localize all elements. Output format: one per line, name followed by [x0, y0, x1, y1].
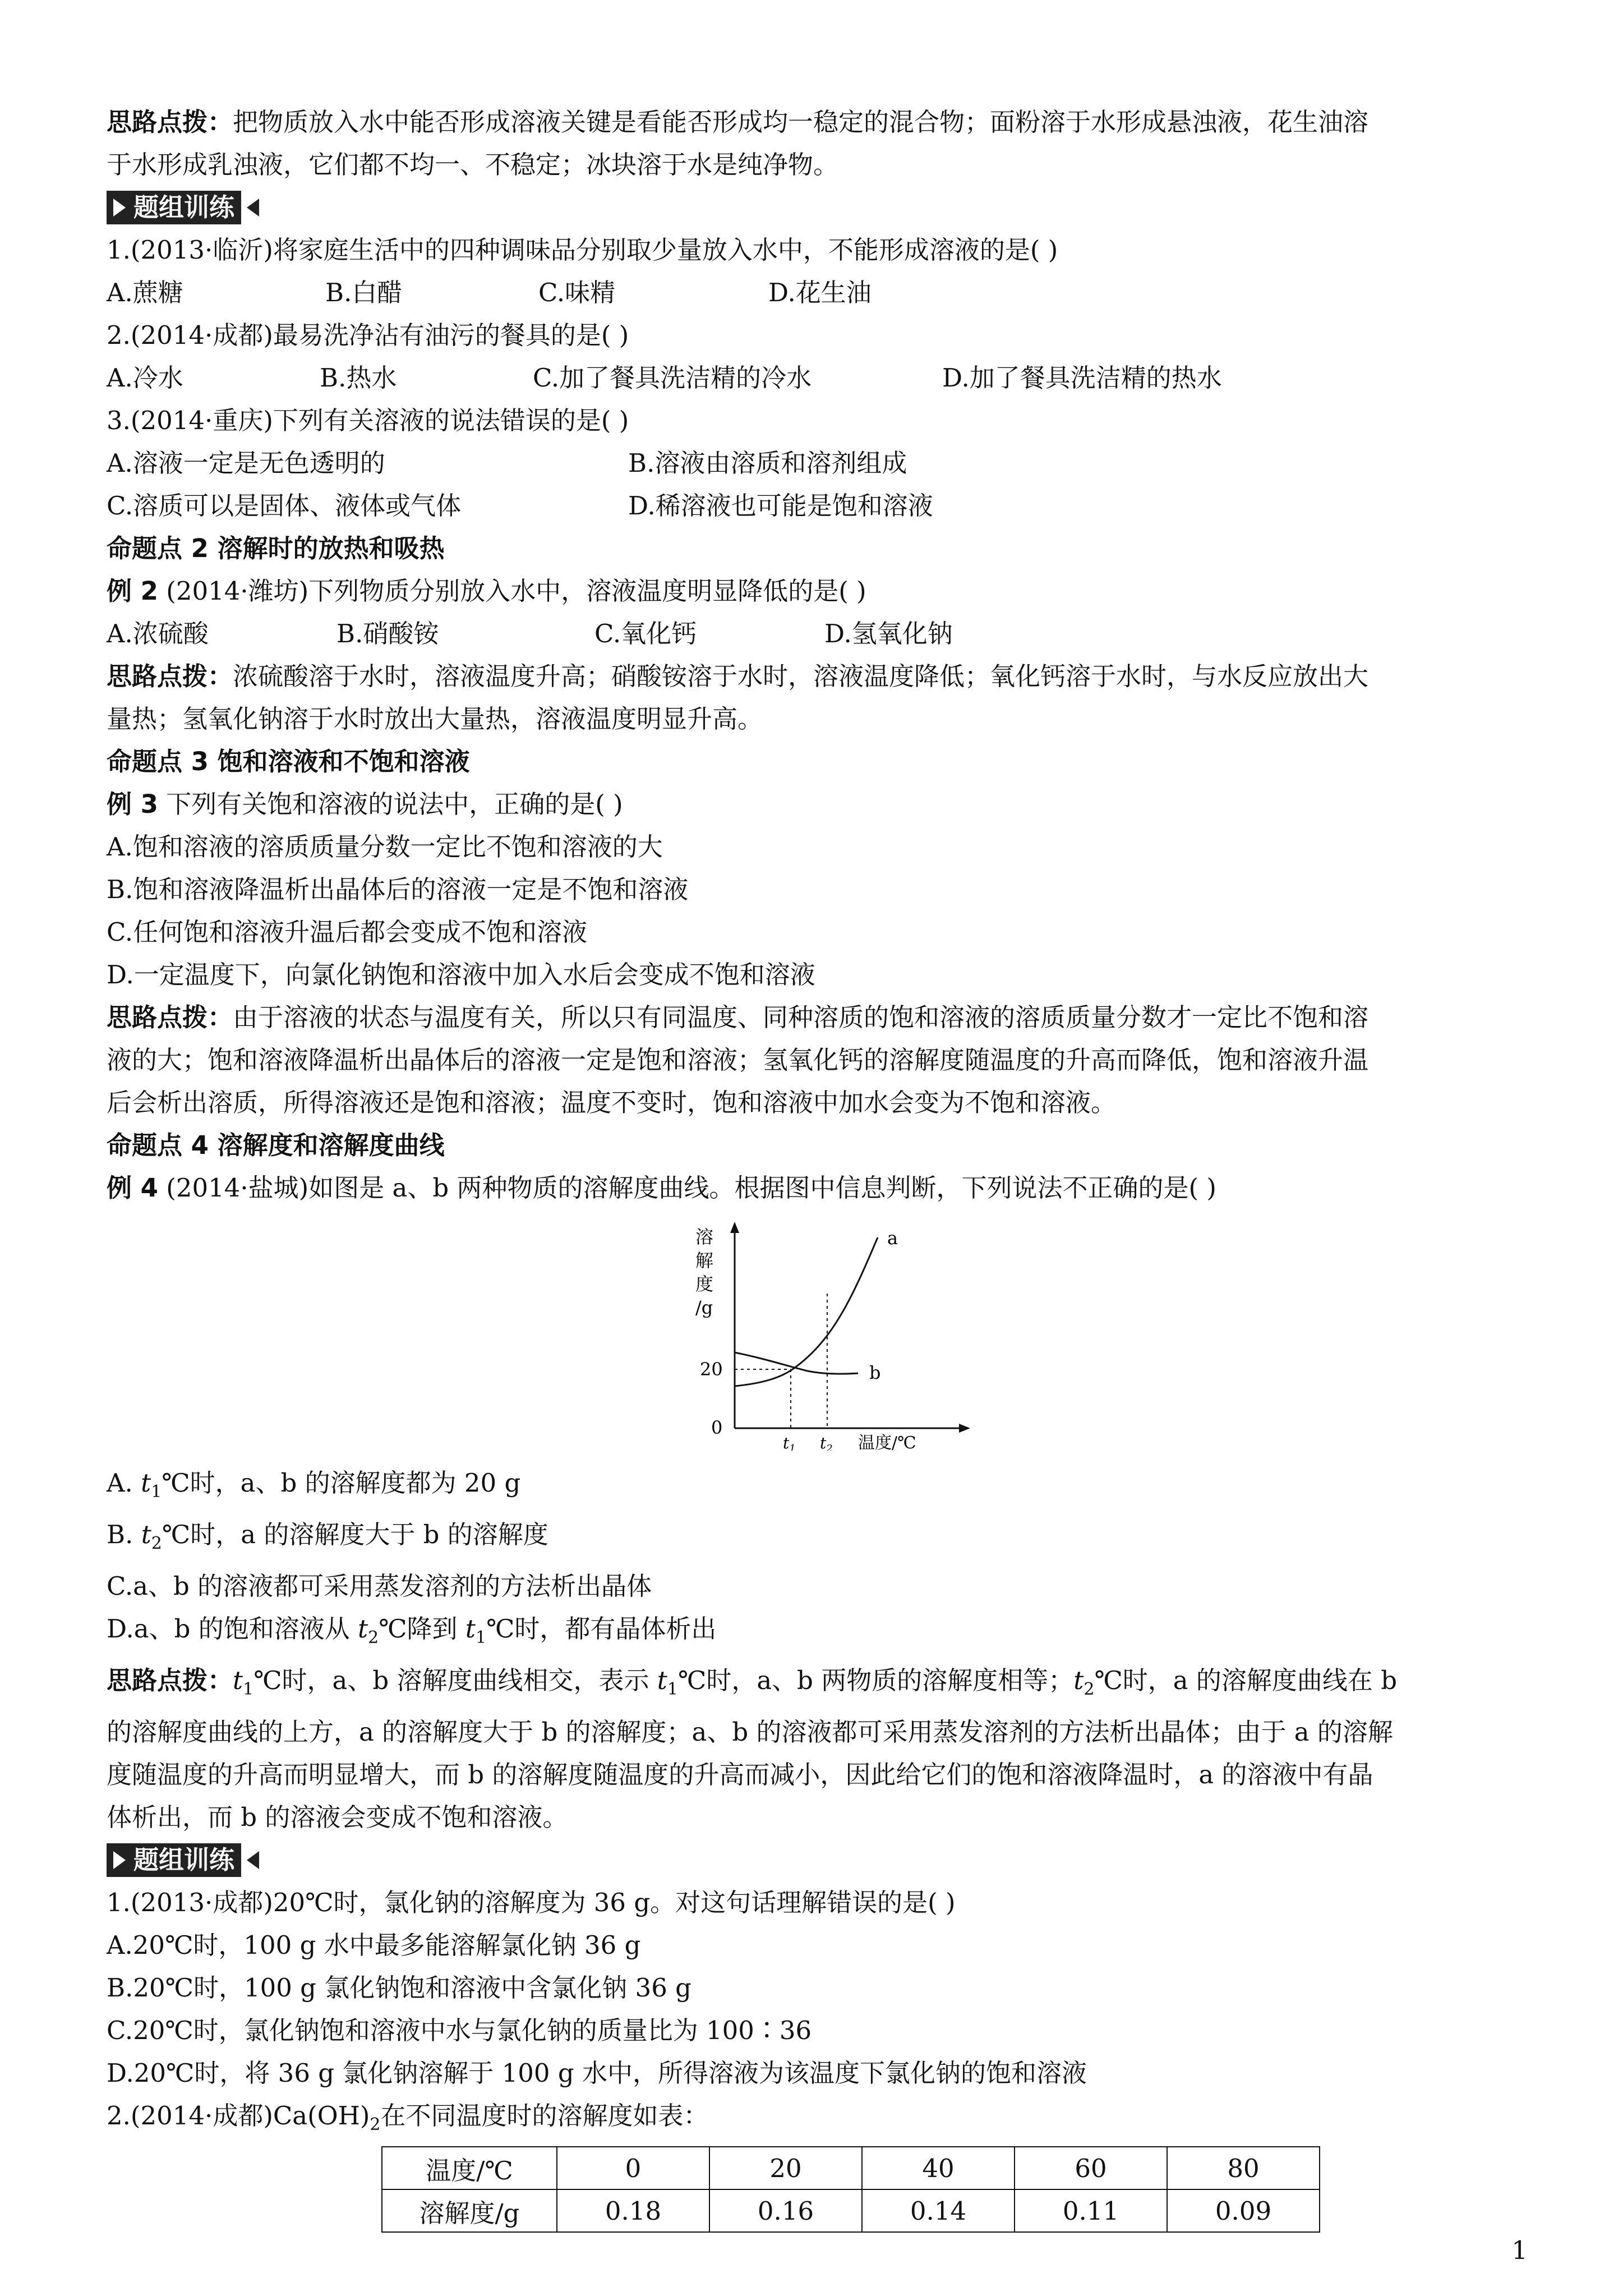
option-a: A.饱和溶液的溶质质量分数一定比不饱和溶液的大	[107, 832, 663, 862]
intro-hint-line1	[107, 101, 1542, 144]
play-arrow-icon	[113, 1851, 126, 1869]
table-cell: 80	[1167, 2147, 1320, 2189]
table-cell: 0.18	[557, 2189, 709, 2232]
option-b: B.白醋	[325, 278, 403, 307]
banner-label: 题组训练	[133, 1845, 235, 1875]
table-cell: 0	[557, 2147, 709, 2189]
option-b: B.热水	[320, 363, 397, 393]
option-a: A.溶液一定是无色透明的	[107, 448, 385, 478]
hint-text: 由于溶液的状态与温度有关，所以只有同温度、同种溶质的饱和溶液的溶质质量分数才一定比不饱和溶	[233, 1002, 1369, 1032]
hint-text: 把物质放入水中能否形成溶液关键是看能否形成均一稳定的混合物；面粉溶于水形成悬浊液，花生油溶	[233, 107, 1369, 137]
table-cell: 0.14	[862, 2189, 1015, 2232]
table-cell: 40	[862, 2147, 1015, 2189]
question-options	[107, 357, 1542, 399]
table-cell: 0.16	[709, 2189, 862, 2232]
example-label: 例 4	[107, 1173, 158, 1203]
hint-line: 后会析出溶质，所得溶液还是饱和溶液；温度不变时，饱和溶液中加水会变为不饱和溶液。	[107, 1088, 1117, 1117]
table-cell: 0.09	[1167, 2189, 1320, 2232]
hint-line: 体析出，而 b 的溶液会变成不饱和溶液。	[107, 1802, 568, 1832]
y-label-2: 解	[695, 1250, 714, 1271]
origin-label: 0	[711, 1417, 723, 1438]
y-label-1: 溶	[695, 1226, 714, 1248]
x-label: 温度/℃	[858, 1433, 916, 1451]
group-training-banner	[107, 1843, 1542, 1877]
example-label: 例 2	[107, 576, 158, 606]
option-c: C.a、b 的溶液都可采用蒸发溶剂的方法析出晶体	[107, 1571, 652, 1601]
option-d: D.花生油	[768, 278, 872, 307]
t1-label: $t_1$	[783, 1434, 796, 1451]
example-stem	[107, 570, 1542, 613]
hint-line: 的溶解度曲线的上方，a 的溶解度大于 b 的溶解度；a、b 的溶液都可采用蒸发溶剂的方法析出晶体；由于 a 的溶解	[107, 1717, 1393, 1747]
table-row	[382, 2189, 1320, 2232]
hint-lead: 思路点拨：	[107, 661, 233, 691]
option-b: B.硝酸铵	[336, 619, 439, 648]
option-d: D.a、b 的饱和溶液从 $t_2℃$降到 $t_1℃$时，都有晶体析出	[107, 1614, 717, 1648]
option-d: D.一定温度下，向氯化钠饱和溶液中加入水后会变成不饱和溶液	[107, 960, 815, 990]
hint-line: 量热；氢氧化钠溶于水时放出大量热，溶液温度明显升高。	[107, 704, 763, 734]
solubility-curve-figure	[684, 1215, 976, 1451]
table-row	[382, 2147, 1320, 2189]
option-b: B. $t_2℃$时，a 的溶解度大于 b 的溶解度	[107, 1520, 548, 1553]
option-b: B.溶液由溶质和溶剂组成	[628, 448, 907, 478]
option-a: A.蔗糖	[107, 278, 183, 307]
play-arrow-icon	[113, 199, 126, 217]
option-b: B.20℃时，100 g 氯化钠饱和溶液中含氯化钠 36 g	[107, 1973, 691, 2003]
table-header-cell: 温度/℃	[382, 2147, 557, 2189]
hint-line: 度随温度的升高而明显增大，而 b 的溶解度随温度的升高而减小，因此给它们的饱和溶液降温时，a 的溶液中有晶	[107, 1760, 1373, 1789]
question-options	[107, 272, 1542, 314]
page-number: 1	[1511, 2235, 1528, 2265]
question-options	[107, 442, 1542, 485]
hint-line	[107, 655, 1542, 698]
intro-hint-line2: 于水形成乳浊液，它们都不均一、不稳定；冰块溶于水是纯净物。	[107, 150, 839, 180]
example-label: 例 3	[107, 789, 158, 819]
banner-tail-icon	[247, 199, 259, 217]
question-stem: 1.(2013·成都)20℃时，氯化钠的溶解度为 36 g。对这句话理解错误的是( )	[107, 1888, 956, 1917]
document-page	[107, 101, 1542, 2233]
topic-title: 命题点 3 饱和溶液和不饱和溶液	[107, 747, 470, 776]
question-stem: 1.(2013·临沂)将家庭生活中的四种调味品分别取少量放入水中，不能形成溶液的是( )	[107, 235, 1058, 265]
option-d: D.20℃时，将 36 g 氯化钠溶解于 100 g 水中，所得溶液为该温度下氯化钠的饱和溶液	[107, 2058, 1087, 2088]
hint-lead: 思路点拨：	[107, 107, 233, 137]
example-text: 下列有关饱和溶液的说法中，正确的是( )	[158, 789, 623, 819]
curve-b-label: b	[869, 1362, 881, 1383]
hint-line: 液的大；饱和溶液降温析出晶体后的溶液一定是饱和溶液；氢氧化钙的溶解度随温度的升高而降低，饱和溶液升温	[107, 1045, 1369, 1075]
option-a: A.20℃时，100 g 水中最多能溶解氯化钠 36 g	[107, 1930, 641, 1960]
y-tick-20: 20	[700, 1359, 723, 1380]
hint-line	[107, 996, 1542, 1039]
option-d: D.氢氧化钠	[824, 619, 953, 648]
banner-tail-icon	[247, 1851, 259, 1869]
option-d: D.加了餐具洗洁精的热水	[942, 363, 1222, 393]
curve-a-label: a	[887, 1227, 898, 1249]
option-a: A. $t_1℃$时，a、b 的溶解度都为 20 g	[107, 1468, 521, 1502]
question-stem: 2.(2014·成都)$Ca(OH)_2$在不同温度时的溶解度如表：	[107, 2101, 709, 2134]
topic-title: 命题点 2 溶解时的放热和吸热	[107, 533, 445, 563]
banner-box	[107, 191, 241, 224]
solubility-table	[381, 2146, 1320, 2233]
example-options	[107, 613, 1542, 655]
option-a: A.冷水	[107, 363, 183, 393]
solubility-curve-svg	[684, 1215, 976, 1451]
y-axis-arrow-icon	[730, 1222, 739, 1233]
option-c: C.加了餐具洗洁精的冷水	[533, 363, 812, 393]
banner-box	[107, 1843, 241, 1877]
option-c: C.味精	[538, 278, 616, 307]
example-text: (2014·潍坊)下列物质分别放入水中，溶液温度明显降低的是( )	[158, 576, 866, 606]
hint-lead: 思路点拨：	[107, 1665, 233, 1695]
t2-label: $t_2$	[820, 1434, 833, 1451]
hint-lead: 思路点拨：	[107, 1002, 233, 1032]
example-stem	[107, 1167, 1542, 1209]
y-label-3: 度	[695, 1273, 714, 1295]
curve-a	[735, 1237, 881, 1386]
question-stem: 3.(2014·重庆)下列有关溶液的说法错误的是( )	[107, 406, 629, 435]
option-c: C.任何饱和溶液升温后都会变成不饱和溶液	[107, 917, 588, 947]
topic-title: 命题点 4 溶解度和溶解度曲线	[107, 1130, 445, 1160]
hint-line: 思路点拨：$t_1℃$时，a、b 溶解度曲线相交，表示 $t_1℃$时，a、b 两物质的溶解度相等；$t_2℃$时，a 的溶解度曲线在 b	[107, 1665, 1398, 1699]
option-c: C.氧化钙	[594, 619, 697, 648]
question-options	[107, 485, 1542, 527]
example-text: (2014·盐城)如图是 a、b 两种物质的溶解度曲线。根据图中信息判断，下列说法不正确的是( )	[158, 1173, 1216, 1203]
table-header-cell: 溶解度/g	[382, 2189, 557, 2232]
option-a: A.浓硫酸	[107, 619, 209, 648]
option-d: D.稀溶液也可能是饱和溶液	[628, 491, 933, 521]
y-label-4: /g	[695, 1297, 713, 1318]
option-c: C.溶质可以是固体、液体或气体	[107, 491, 462, 521]
example-stem	[107, 783, 1542, 826]
option-c: C.20℃时，氯化钠饱和溶液中水与氯化钠的质量比为 100∶36	[107, 2016, 812, 2045]
x-axis-arrow-icon	[959, 1424, 970, 1433]
curve-b	[735, 1352, 858, 1374]
table-cell: 60	[1015, 2147, 1167, 2189]
question-stem: 2.(2014·成都)最易洗净沾有油污的餐具的是( )	[107, 320, 629, 350]
table-cell: 20	[709, 2147, 862, 2189]
banner-label: 题组训练	[133, 192, 235, 222]
group-training-banner	[107, 191, 1542, 224]
option-b: B.饱和溶液降温析出晶体后的溶液一定是不饱和溶液	[107, 875, 689, 904]
table-cell: 0.11	[1015, 2189, 1167, 2232]
hint-text: 浓硫酸溶于水时，溶液温度升高；硝酸铵溶于水时，溶液温度降低；氧化钙溶于水时，与水反应放出大	[233, 661, 1369, 691]
